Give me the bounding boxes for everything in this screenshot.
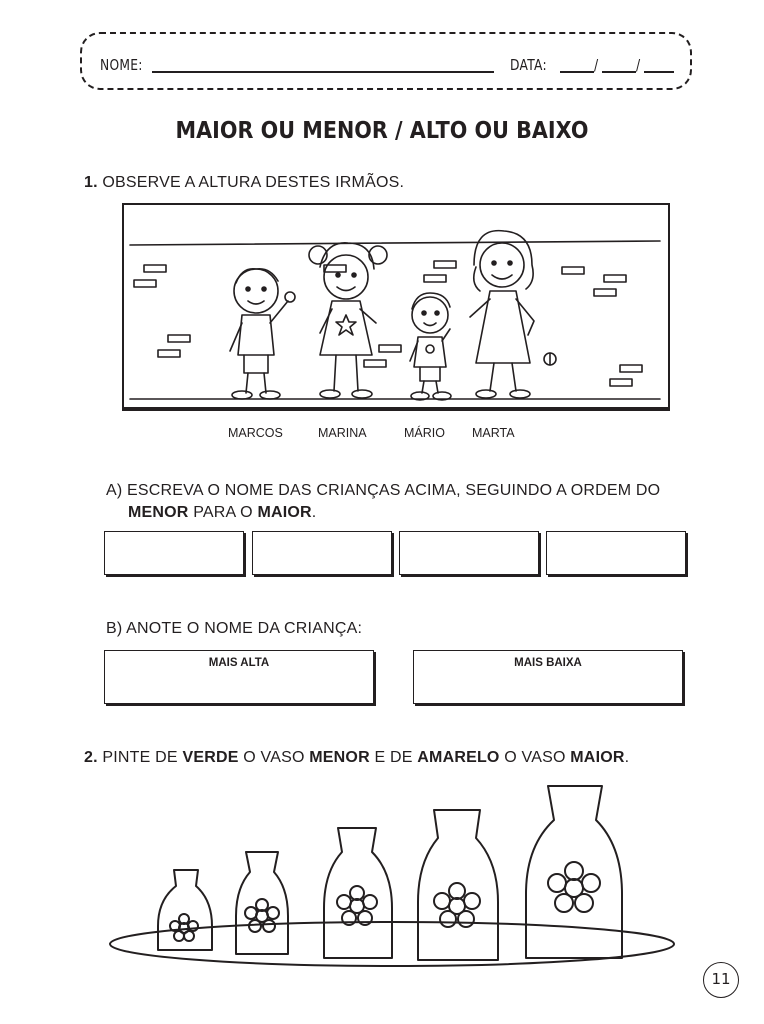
date-month-field[interactable] <box>602 71 636 73</box>
q2-text: E DE <box>374 749 413 766</box>
question-1a-mid: PARA O <box>193 504 253 521</box>
date-slash: / <box>636 56 641 74</box>
date-slash: / <box>594 56 599 74</box>
date-year-field[interactable] <box>644 71 674 73</box>
question-number: 1. <box>84 174 98 191</box>
date-label: DATA: <box>510 56 547 74</box>
keyword-menor: MENOR <box>309 749 370 766</box>
keyword-maior: MAIOR <box>570 749 625 766</box>
vase-1 <box>158 870 212 950</box>
shortest-label: MAIS BAIXA <box>514 657 582 669</box>
keyword-menor: MENOR <box>128 504 189 521</box>
q2-text: . <box>624 749 630 766</box>
vase-4 <box>418 810 498 960</box>
vases-drawing <box>100 778 680 978</box>
order-answer-box-2[interactable] <box>252 531 392 575</box>
child-name-marina: MARINA <box>318 426 367 440</box>
child-name-marcos: MARCOS <box>228 426 283 440</box>
keyword-amarelo: AMARELO <box>417 749 500 766</box>
name-label: NOME: <box>100 56 143 74</box>
order-answer-box-3[interactable] <box>399 531 539 575</box>
question-1b: B) ANOTE O NOME DA CRIANÇA: <box>106 620 363 637</box>
order-answer-box-4[interactable] <box>546 531 686 575</box>
order-answer-box-1[interactable] <box>104 531 244 575</box>
question-1 <box>84 174 404 192</box>
shortest-answer-box[interactable] <box>413 650 683 704</box>
child-name-mario: MÁRIO <box>404 426 445 440</box>
q2-text: O VASO <box>504 749 566 766</box>
siblings-illustration <box>122 203 670 411</box>
vases-illustration <box>100 778 680 978</box>
date-day-field[interactable] <box>560 71 594 73</box>
tallest-answer-box[interactable] <box>104 650 374 704</box>
vase-2 <box>236 852 288 954</box>
q2-text: O VASO <box>243 749 305 766</box>
name-field[interactable] <box>152 71 494 73</box>
child-name-marta: MARTA <box>472 426 515 440</box>
question-1a-text: A) ESCREVA O NOME DAS CRIANÇAS ACIMA, SEGUINDO A ORDEM DO <box>106 482 661 499</box>
page-number: 11 <box>703 962 739 998</box>
keyword-verde: VERDE <box>182 749 239 766</box>
question-text: OBSERVE A ALTURA DESTES IRMÃOS. <box>102 174 405 191</box>
student-header-box <box>80 32 692 90</box>
question-2 <box>84 749 629 767</box>
keyword-maior: MAIOR <box>257 504 312 521</box>
vase-3 <box>324 828 392 958</box>
question-1a <box>106 480 696 524</box>
question-1a-end: . <box>311 504 317 521</box>
tallest-label: MAIS ALTA <box>208 657 270 669</box>
q2-text: PINTE DE <box>102 749 178 766</box>
question-number: 2. <box>84 749 98 766</box>
vase-5 <box>526 786 622 958</box>
page-title: MAIOR OU MENOR / ALTO OU BAIXO <box>175 118 589 144</box>
siblings-drawing <box>124 205 668 407</box>
